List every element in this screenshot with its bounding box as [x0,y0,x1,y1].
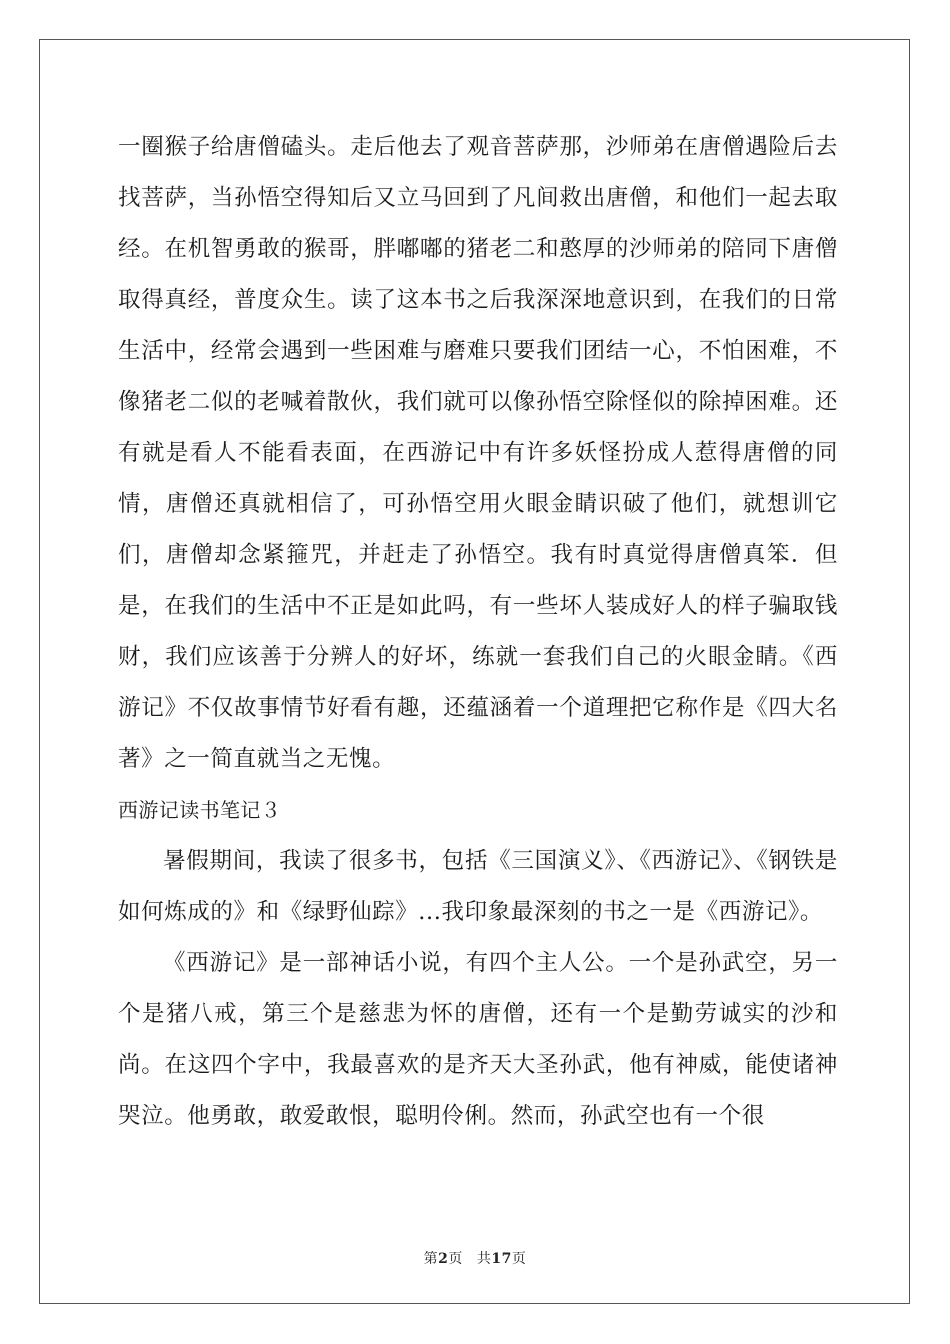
document-body [118,122,838,1142]
total-prefix: 共 [476,1251,492,1267]
total-pages: 17 [491,1251,512,1267]
section-heading: 西游记读书笔记３ [118,798,282,822]
page-prefix: 第 [423,1251,439,1267]
body-paragraph: 暑假期间，我读了很多书，包括《三国演义》、《西游记》、《钢铁是如何炼成的》和《绿野仙踪》...我印象最深刻的书之一是《西游记》。 [118,848,838,925]
total-suffix: 页 [511,1251,527,1267]
page-suffix: 页 [448,1251,463,1267]
body-paragraph: 《西游记》是一部神话小说，有四个主人公。一个是孙武空，另一个是猪八戒，第三个是慈悲为怀的唐僧，还有一个是勤劳诚实的沙和尚。在这四个字中，我最喜欢的是齐天大圣孙武，他有神威，能使诸神哭泣。他勇敢，敢爱敢恨，聪明伶俐。然而，孙武空也有一个很 [118,950,838,1129]
body-paragraph: 一圈猴子给唐僧磕头。走后他去了观音菩萨那，沙师弟在唐僧遇险后去找菩萨，当孙悟空得知后又立马回到了凡间救出唐僧，和他们一起去取经。在机智勇敢的猴哥，胖嘟嘟的猪老二和憨厚的沙师弟的陪同下唐僧取得真经，普度众生。读了这本书之后我深深地意识到，在我们的日常生活中，经常会遇到一些困难与磨难只要我们团结一心，不怕困难，不像猪老二似的老喊着散伙，我们就可以像孙悟空除怪似的除掉困难。还有就是看人不能看表面，在西游记中有许多妖怪扮成人惹得唐僧的同情，唐僧还真就相信了，可孙悟空用火眼金睛识破了他们，就想训它们，唐僧却念紧箍咒，并赶走了孙悟空。我有时真觉得唐僧真笨．但是，在我们的生活中不正是如此吗，有一些坏人装成好人的样子骗取钱财，我们应该善于分辨人的好坏，练就一套我们自己的火眼金睛。《西游记》不仅故事情节好看有趣，还蕴涵着一个道理把它称作是《四大名著》之一简直就当之无愧。 [118,134,838,772]
page-number: 2 [438,1251,449,1267]
page-footer [0,1248,950,1268]
